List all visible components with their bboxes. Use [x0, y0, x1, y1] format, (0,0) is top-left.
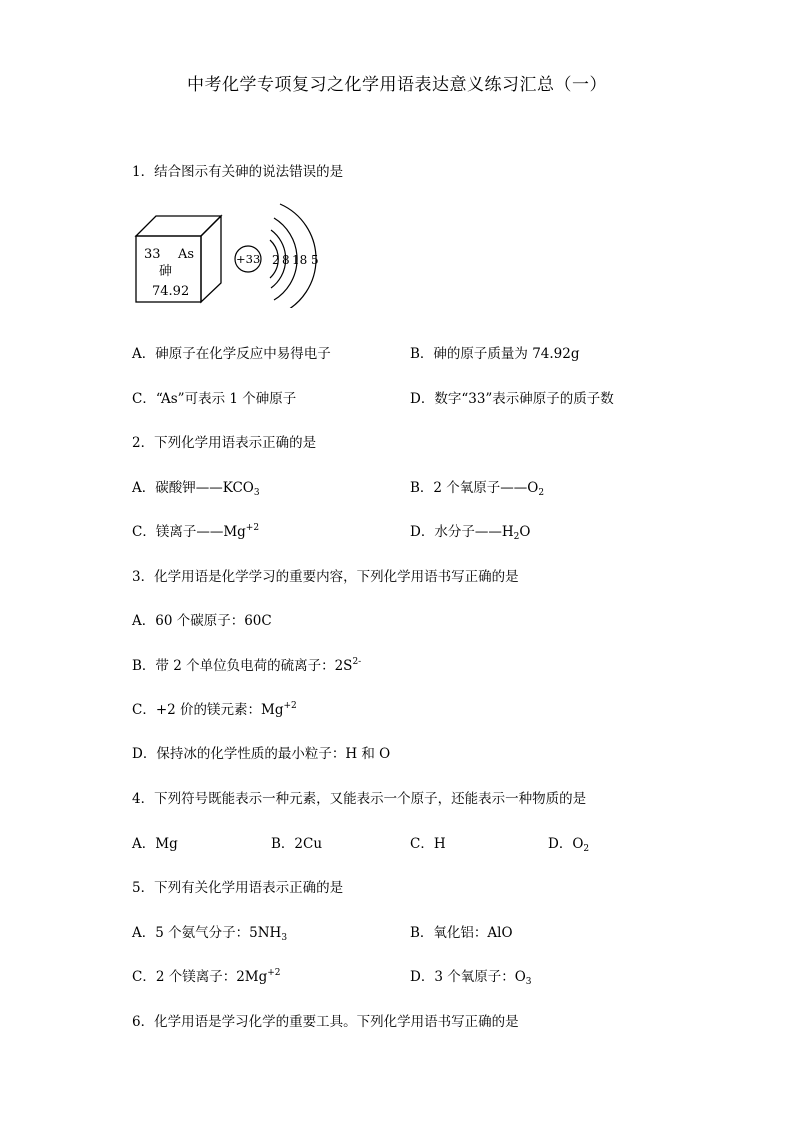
q4-option-a: A．Mg [132, 836, 178, 852]
arsenic-diagram [130, 196, 330, 308]
q2-option-d-tail: O [519, 524, 531, 540]
q4-option-d-sub: 2 [583, 844, 590, 854]
element-symbol: As [178, 247, 195, 262]
shell-count-4: 5 [311, 253, 319, 267]
q5-option-c-text: C．2 个镁离子：2Mg [132, 969, 268, 985]
q5-stem: 5．下列有关化学用语表示正确的是 [132, 880, 344, 896]
q3-option-b-sup: 2- [352, 657, 362, 667]
q1-option-a: A．砷原子在化学反应中易得电子 [132, 346, 331, 362]
q5-option-d-text: D．3 个氧原子：O [410, 969, 526, 985]
q4-option-b: B．2Cu [271, 836, 323, 852]
q3-option-d: D．保持冰的化学性质的最小粒子：H 和 O [132, 746, 391, 762]
q4-option-c: C．H [410, 836, 446, 852]
cube-top [136, 216, 221, 236]
q5-option-d-sub: 3 [525, 977, 532, 987]
q3-option-c [132, 698, 297, 718]
q2-option-a-sub: 3 [253, 488, 260, 498]
q4-stem: 4．下列符号既能表示一种元素，又能表示一个原子，还能表示一种物质的是 [132, 791, 587, 807]
q5-option-c-sup: +2 [267, 968, 281, 978]
q2-option-d [410, 520, 530, 542]
q4-option-d [548, 832, 589, 854]
q6-stem: 6．化学用语是学习化学的重要工具。下列化学用语书写正确的是 [132, 1014, 519, 1030]
q5-option-b: B．氧化铝：AlO [410, 925, 513, 941]
q5-option-a [132, 921, 287, 943]
q3-option-c-sup: +2 [283, 701, 297, 711]
shell-count-3: 18 [292, 253, 308, 267]
q2-option-d-text: D．水分子——H [410, 524, 514, 540]
q1-option-b: B．砷的原子质量为 74.92g [410, 346, 580, 362]
q2-option-a [132, 476, 260, 498]
shell-count-2: 8 [282, 253, 290, 267]
q2-option-c [132, 520, 259, 540]
arsenic-figure [130, 196, 330, 312]
q5-option-c [132, 965, 281, 985]
q4-option-d-text: D．O [548, 836, 584, 852]
q3-stem: 3．化学用语是化学学习的重要内容，下列化学用语书写正确的是 [132, 569, 519, 585]
shell-count-1: 2 [272, 253, 280, 267]
q2-option-c-text: C．镁离子——Mg [132, 524, 246, 540]
q2-option-b-sub: 2 [538, 488, 545, 498]
q3-option-c-text: C．+2 价的镁元素：Mg [132, 702, 284, 718]
q5-option-d [410, 965, 532, 987]
q3-option-b-text: B．带 2 个单位负电荷的硫离子：2S [132, 658, 353, 674]
q1-option-d: D．数字“33”表示砷原子的质子数 [410, 391, 614, 407]
q2-stem: 2．下列化学用语表示正确的是 [132, 435, 317, 451]
q2-option-c-sup: +2 [245, 523, 260, 533]
q3-option-b [132, 654, 361, 674]
page-title: 中考化学专项复习之化学用语表达意义练习汇总（一） [187, 75, 607, 95]
q2-option-b [410, 476, 544, 498]
q2-option-a-text: A．碳酸钾——KCO [132, 480, 254, 496]
nucleus-charge: +33 [236, 252, 261, 266]
q1-option-c: C．“As”可表示 1 个砷原子 [132, 391, 297, 407]
element-name: 砷 [159, 264, 173, 279]
q1-stem: 1．结合图示有关砷的说法错误的是 [132, 164, 344, 180]
q2-option-b-text: B．2 个氧原子——O [410, 480, 539, 496]
atomic-mass: 74.92 [152, 284, 190, 299]
q3-option-a: A．60 个碳原子：60C [132, 613, 272, 629]
q5-option-a-sub: 3 [281, 933, 288, 943]
q5-option-a-text: A．5 个氨气分子：5NH [132, 925, 282, 941]
cube-side [201, 216, 221, 302]
q2-option-d-sub: 2 [513, 532, 520, 542]
atomic-number: 33 [144, 247, 161, 262]
